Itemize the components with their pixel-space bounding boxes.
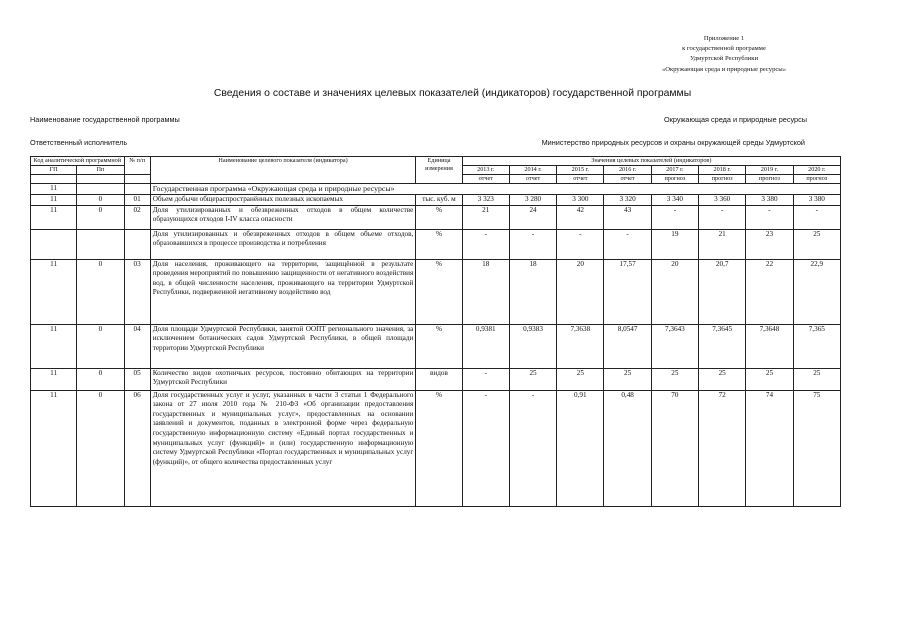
row-value: 18 bbox=[462, 259, 509, 324]
document-title: Сведения о составе и значениях целевых показателей (индикаторов) государственной программы bbox=[213, 88, 692, 99]
row-pp-code: 0 bbox=[77, 259, 124, 324]
program-name-value: Окружающая среда и природные ресурсы bbox=[663, 115, 807, 124]
header-value-type: отчет bbox=[462, 175, 509, 184]
row-value: - bbox=[604, 229, 651, 259]
header-gp: ГП bbox=[31, 166, 77, 175]
header-name: Наименование целевого показателя (индикатора) bbox=[150, 157, 416, 184]
header-year: 2016 г. bbox=[604, 166, 651, 175]
program-row-title: Государственная программа «Окружающая среда и природные ресурсы» bbox=[150, 184, 840, 195]
row-indicator-name: Доля утилизированных и обезвреженных отходов в общем объеме отходов, образовавшихся в процессе производства и потребления bbox=[150, 229, 416, 259]
row-unit: % bbox=[416, 324, 462, 368]
row-number: 02 bbox=[124, 205, 150, 229]
header-year: 2019 г. bbox=[746, 166, 793, 175]
row-gp-code: 11 bbox=[31, 195, 77, 206]
row-indicator-name: Количество видов охотничьих ресурсов, постоянно обитающих на территории Удмуртской Республики bbox=[150, 368, 416, 390]
program-name-label: Наименование государственной программы bbox=[30, 115, 180, 124]
executor-label: Ответственный исполнитель bbox=[30, 138, 128, 147]
header-year: 2020 г. bbox=[793, 166, 840, 175]
row-gp-code: 11 bbox=[31, 205, 77, 229]
row-value: 18 bbox=[509, 259, 556, 324]
row-value: 42 bbox=[557, 205, 604, 229]
header-value-type: отчет bbox=[509, 175, 556, 184]
row-number: 03 bbox=[124, 259, 150, 324]
row-value: - bbox=[746, 205, 793, 229]
table-row bbox=[31, 390, 841, 506]
row-value: 25 bbox=[509, 368, 556, 390]
header-year: 2013 г. bbox=[462, 166, 509, 175]
row-unit: тыс. куб. м bbox=[416, 195, 462, 206]
row-number: 04 bbox=[124, 324, 150, 368]
row-number: 05 bbox=[124, 368, 150, 390]
row-value: 7,3643 bbox=[651, 324, 698, 368]
row-value: 43 bbox=[604, 205, 651, 229]
row-unit: видов bbox=[416, 368, 462, 390]
header-value-type: прогноз bbox=[746, 175, 793, 184]
row-value: 7,3645 bbox=[699, 324, 746, 368]
header-year: 2018 г. bbox=[699, 166, 746, 175]
header-pp: Пп bbox=[77, 166, 124, 175]
table-row bbox=[31, 195, 841, 206]
row-value: 20 bbox=[651, 259, 698, 324]
header-num: № п/п bbox=[124, 157, 150, 175]
row-value: 8,0547 bbox=[604, 324, 651, 368]
row-value: - bbox=[557, 229, 604, 259]
row-gp-code: 11 bbox=[31, 259, 77, 324]
annex-block bbox=[639, 34, 809, 75]
row-gp-code: 11 bbox=[31, 368, 77, 390]
row-value: 3 320 bbox=[604, 195, 651, 206]
row-unit: % bbox=[416, 390, 462, 506]
row-indicator-name: Доля площади Удмуртской Республики, занятой ООПТ регионального значения, за исключением ботанических садов Удмуртской Республики, в общей площади территории Удмуртской Республики bbox=[150, 324, 416, 368]
table-row bbox=[31, 229, 841, 259]
header-unit: Единица измерения bbox=[416, 157, 462, 184]
row-value: - bbox=[462, 390, 509, 506]
header-value-type: отчет bbox=[604, 175, 651, 184]
row-value: 24 bbox=[509, 205, 556, 229]
row-value: 22 bbox=[746, 259, 793, 324]
row-gp-code: 11 bbox=[31, 390, 77, 506]
table-row bbox=[31, 324, 841, 368]
row-unit: % bbox=[416, 229, 462, 259]
header-value-type: прогноз bbox=[651, 175, 698, 184]
row-value: 21 bbox=[699, 229, 746, 259]
row-indicator-name: Объем добычи общераспространённых полезных ископаемых bbox=[150, 195, 416, 206]
header-num-empty bbox=[124, 175, 150, 184]
row-pp-code: 0 bbox=[77, 205, 124, 229]
row-number bbox=[124, 229, 150, 259]
table-row bbox=[31, 205, 841, 229]
row-value: 7,365 bbox=[793, 324, 840, 368]
header-value-type: прогноз bbox=[699, 175, 746, 184]
row-value: - bbox=[699, 205, 746, 229]
program-row-pp bbox=[77, 184, 124, 195]
row-value: 25 bbox=[793, 229, 840, 259]
annex-line: Приложение 1 bbox=[703, 35, 745, 42]
row-value: - bbox=[651, 205, 698, 229]
header-gp-empty bbox=[31, 175, 77, 184]
row-value: 20 bbox=[557, 259, 604, 324]
row-indicator-name: Доля утилизированных и обезвреженных отходов в общем количестве образующихся отходов I-IV класса опасности bbox=[150, 205, 416, 229]
row-unit: % bbox=[416, 205, 462, 229]
row-value: 20,7 bbox=[699, 259, 746, 324]
row-value: - bbox=[509, 229, 556, 259]
executor-value: Министерство природных ресурсов и охраны окружающей среды Удмуртской bbox=[541, 138, 805, 147]
row-value: 17,57 bbox=[604, 259, 651, 324]
row-gp-code: 11 bbox=[31, 324, 77, 368]
program-row-num bbox=[124, 184, 150, 195]
table-row bbox=[31, 259, 841, 324]
row-pp-code: 0 bbox=[77, 324, 124, 368]
row-value: - bbox=[462, 368, 509, 390]
header-year: 2014 г. bbox=[509, 166, 556, 175]
row-indicator-name: Доля населения, проживающего на территории, защищённой в результате проведения мероприятий по повышению защищенности от негативного воздействия вод, в общей численности населения, проживающего на территории Удмуртской Республики, подверженной негативному воздействию вод bbox=[150, 259, 416, 324]
row-pp-code: 0 bbox=[77, 195, 124, 206]
row-value: 3 380 bbox=[746, 195, 793, 206]
row-number: 06 bbox=[124, 390, 150, 506]
row-value: 0,9383 bbox=[509, 324, 556, 368]
program-row-gp: 11 bbox=[31, 184, 77, 195]
row-value: - bbox=[509, 390, 556, 506]
table-row bbox=[31, 368, 841, 390]
row-value: 3 380 bbox=[793, 195, 840, 206]
annex-line: Удмуртской Республики bbox=[689, 55, 759, 63]
row-value: 72 bbox=[699, 390, 746, 506]
row-value: 3 360 bbox=[699, 195, 746, 206]
row-value: 3 280 bbox=[509, 195, 556, 206]
row-value: 3 340 bbox=[651, 195, 698, 206]
row-pp-code: 0 bbox=[77, 390, 124, 506]
row-value: 25 bbox=[557, 368, 604, 390]
row-indicator-name: Доля государственных услуг и услуг, указанных в части 3 статьи 1 Федерального закона от 27 июля 2010 года № 210-ФЗ «Об организации предоставления государственных и муниципальных услуг», предоставленных на основании заявлений и документов, поданных в электронной форме через федеральную государственную информационную систему «Единый портал государственных и муниципальных услуг (функций)» и (или) государственную информационную систему Удмуртской Республики «Портал государственных и муниципальных услуг (функций)», от общего количества предоставленных услуг bbox=[150, 390, 416, 506]
row-value: 0,48 bbox=[604, 390, 651, 506]
header-value-type: отчет bbox=[557, 175, 604, 184]
row-value: 25 bbox=[746, 368, 793, 390]
header-year: 2017 г. bbox=[651, 166, 698, 175]
row-value: - bbox=[793, 205, 840, 229]
row-value: 7,3648 bbox=[746, 324, 793, 368]
row-value: 25 bbox=[604, 368, 651, 390]
row-value: - bbox=[462, 229, 509, 259]
row-value: 74 bbox=[746, 390, 793, 506]
row-pp-code bbox=[77, 229, 124, 259]
row-unit: % bbox=[416, 259, 462, 324]
row-value: 19 bbox=[651, 229, 698, 259]
header-pp-empty bbox=[77, 175, 124, 184]
annex-line: к государственной программе bbox=[682, 45, 766, 53]
row-value: 23 bbox=[746, 229, 793, 259]
row-value: 22,9 bbox=[793, 259, 840, 324]
row-value: 7,3638 bbox=[557, 324, 604, 368]
header-code: Код аналитической программной bbox=[31, 157, 125, 166]
header-year: 2015 г. bbox=[557, 166, 604, 175]
row-value: 21 bbox=[462, 205, 509, 229]
row-number: 01 bbox=[124, 195, 150, 206]
row-value: 25 bbox=[793, 368, 840, 390]
row-value: 75 bbox=[793, 390, 840, 506]
row-gp-code bbox=[31, 229, 77, 259]
header-value-type: прогноз bbox=[793, 175, 840, 184]
row-value: 3 323 bbox=[462, 195, 509, 206]
row-value: 25 bbox=[651, 368, 698, 390]
header-values: Значения целевых показателей (индикаторов) bbox=[462, 157, 840, 166]
row-value: 0,9381 bbox=[462, 324, 509, 368]
annex-line: «Окружающая среда и природные ресурсы» bbox=[661, 65, 787, 73]
row-value: 3 300 bbox=[557, 195, 604, 206]
row-value: 70 bbox=[651, 390, 698, 506]
row-value: 0,91 bbox=[557, 390, 604, 506]
row-pp-code: 0 bbox=[77, 368, 124, 390]
row-value: 25 bbox=[699, 368, 746, 390]
indicators-table bbox=[30, 156, 841, 507]
